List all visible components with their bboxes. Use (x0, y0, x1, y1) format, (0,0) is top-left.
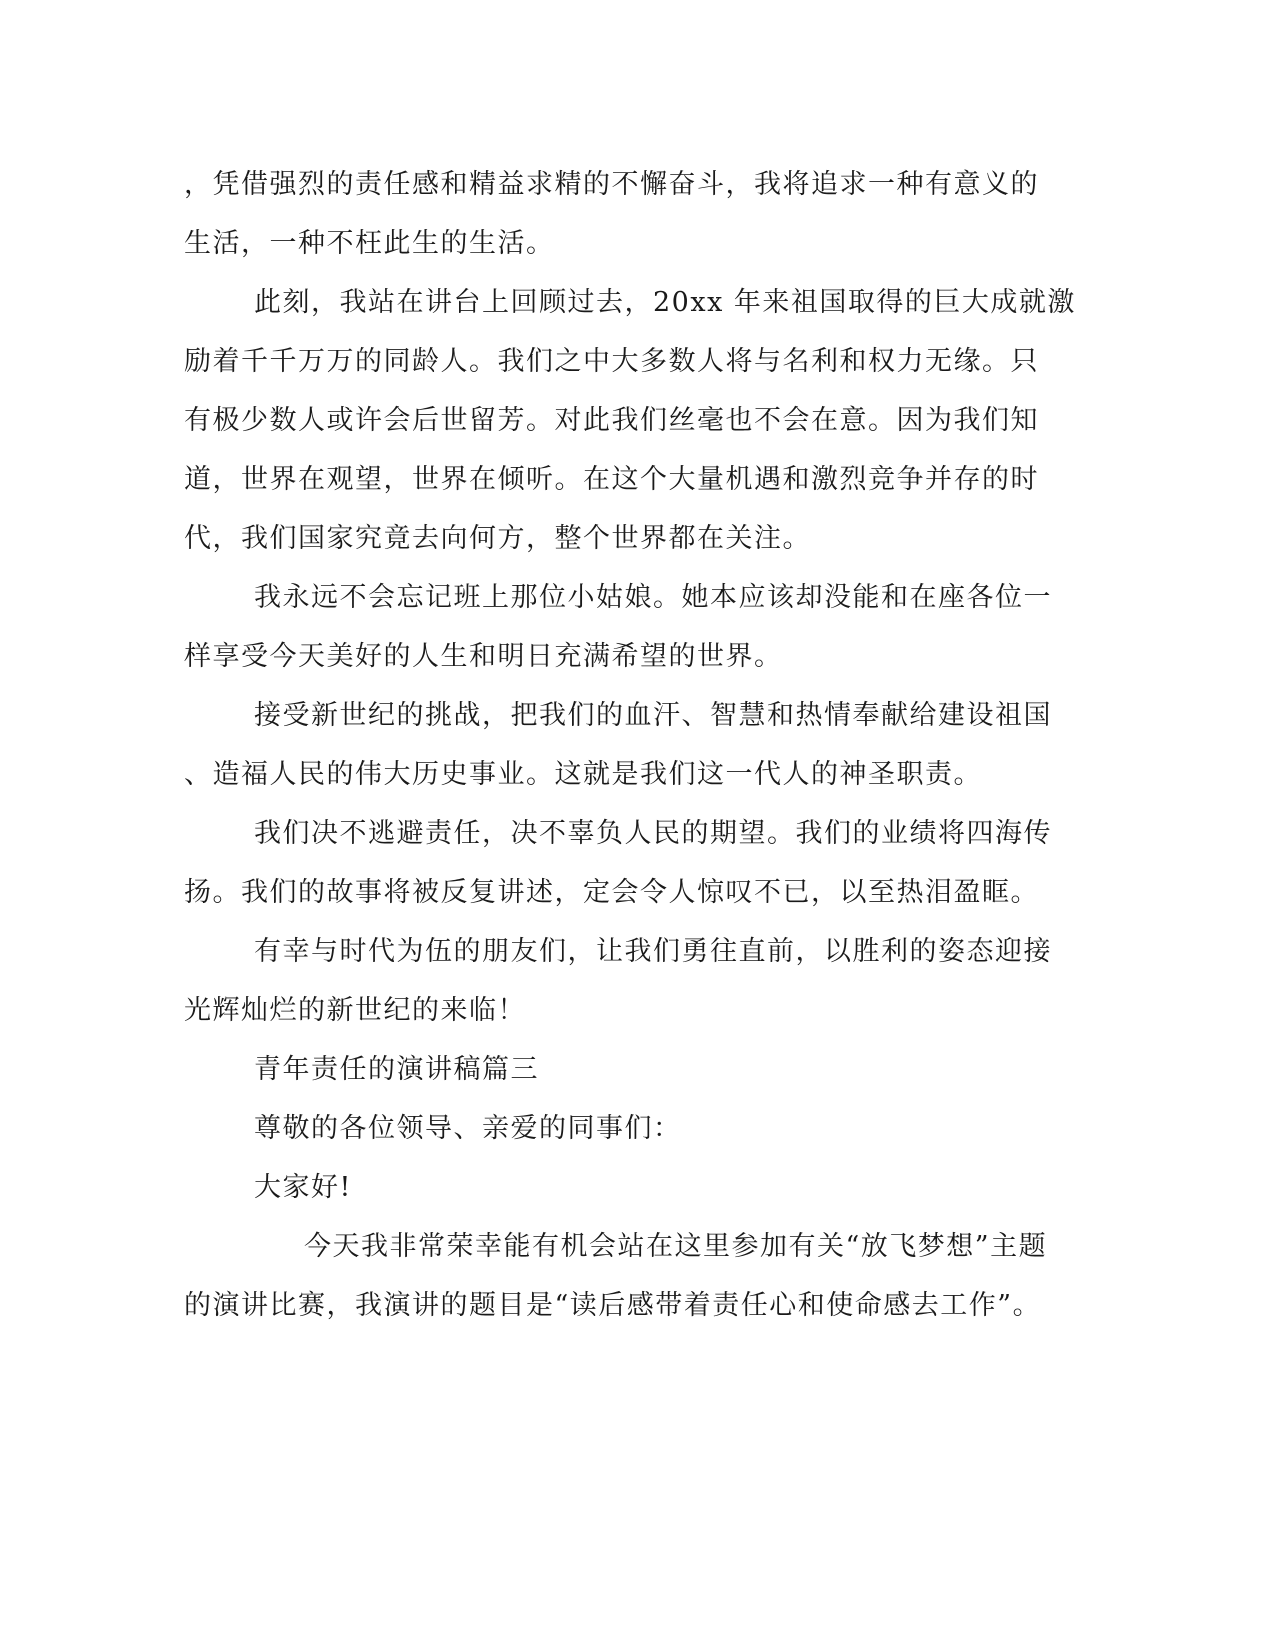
paragraph-start-line: 有幸与时代为伍的朋友们，让我们勇往直前，以胜利的姿态迎接 (254, 936, 1052, 967)
paragraph-start-line: 我们决不逃避责任，决不辜负人民的期望。我们的业绩将四海传 (254, 818, 1052, 849)
text-line: 生活，一种不枉此生的生活。 (184, 228, 555, 259)
paragraph-start-line: 我永远不会忘记班上那位小姑娘。她本应该却没能和在座各位一 (254, 582, 1052, 613)
text-line: 道，世界在观望，世界在倾听。在这个大量机遇和激烈竞争并存的时 (184, 464, 1039, 495)
text-line: 代，我们国家究竟去向何方，整个世界都在关注。 (184, 523, 811, 554)
greeting-line: 大家好! (254, 1172, 352, 1203)
text-line: 光辉灿烂的新世纪的来临！ (184, 995, 526, 1026)
section-heading: 青年责任的演讲稿篇三 (254, 1054, 539, 1085)
paragraph-start-line: 此刻，我站在讲台上回顾过去，20xx 年来祖国取得的巨大成就激 (254, 287, 1076, 318)
text-line: 的演讲比赛，我演讲的题目是“读后感带着责任心和使命感去工作”。 (184, 1290, 1042, 1321)
paragraph-start-line: 接受新世纪的挑战，把我们的血汗、智慧和热情奉献给建设祖国 (254, 700, 1052, 731)
salutation-line: 尊敬的各位领导、亲爱的同事们： (254, 1113, 682, 1144)
document-body (184, 155, 1076, 1335)
text-line: 扬。我们的故事将被反复讲述，定会令人惊叹不已，以至热泪盈眶。 (184, 877, 1039, 908)
text-line: 、造福人民的伟大历史事业。这就是我们这一代人的神圣职责。 (184, 759, 982, 790)
text-line: ，凭借强烈的责任感和精益求精的不懈奋斗，我将追求一种有意义的 (184, 169, 1039, 200)
text-line: 励着千千万万的同龄人。我们之中大多数人将与名利和权力无缘。只 (184, 346, 1039, 377)
text-line: 有极少数人或许会后世留芳。对此我们丝毫也不会在意。因为我们知 (184, 405, 1039, 436)
paragraph-start-line: 今天我非常荣幸能有机会站在这里参加有关“放飞梦想”主题 (304, 1231, 1048, 1262)
text-line: 样享受今天美好的人生和明日充满希望的世界。 (184, 641, 783, 672)
